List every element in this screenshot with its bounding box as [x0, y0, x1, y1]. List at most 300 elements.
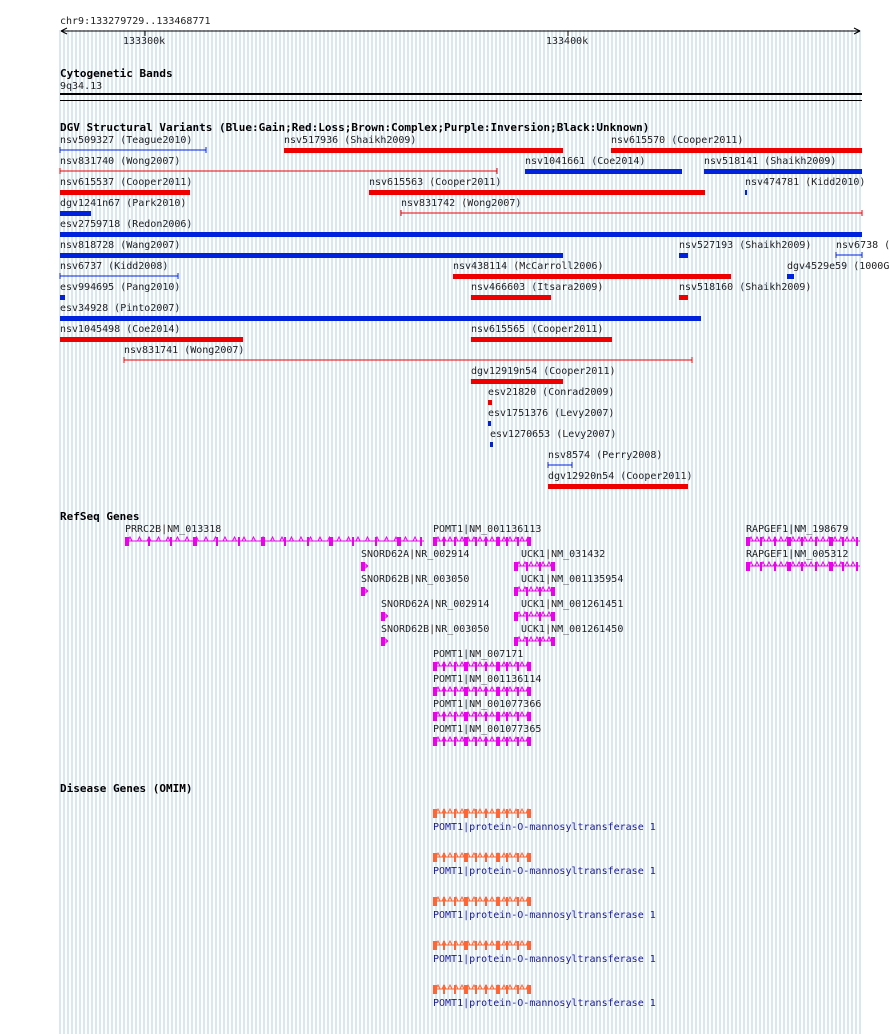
- refseq-gene[interactable]: [433, 674, 541, 696]
- gene-exon: [475, 737, 477, 746]
- dgv-feature-bar[interactable]: [60, 211, 91, 216]
- gene-exon: [551, 587, 555, 596]
- gene-intron-caret: [508, 809, 512, 813]
- dgv-track-title: DGV Structural Variants (Blue:Gain;Red:Loss;Brown:Complex;Purple:Inversion;Black:Unknown): [60, 121, 650, 134]
- gene-exon: [526, 562, 528, 571]
- dgv-feature-label: nsv474781 (Kidd2010): [745, 177, 866, 188]
- gene-exon: [433, 687, 437, 696]
- gene-exon: [801, 537, 803, 546]
- gene-exon: [125, 537, 129, 546]
- gene-exon: [506, 537, 508, 546]
- dgv-feature-label: dgv12919n54 (Cooper2011): [471, 366, 616, 377]
- gene-intron-caret: [508, 853, 512, 857]
- dgv-feature-label: nsv6737 (Kidd2008): [60, 261, 169, 272]
- gene-exon: [815, 537, 817, 546]
- gene-intron-caret: [460, 985, 464, 989]
- gene-exon: [842, 562, 844, 571]
- gene-exon: [464, 853, 468, 862]
- dgv-feature-label: nsv615563 (Cooper2011): [369, 177, 502, 188]
- dgv-feature[interactable]: [525, 156, 682, 174]
- gene-exon: [506, 941, 508, 950]
- gene-exon: [746, 562, 750, 571]
- gene-exon: [496, 985, 500, 994]
- gene-exon: [454, 809, 456, 818]
- gene-exon: [148, 537, 150, 546]
- gene-exon: [216, 537, 218, 546]
- gene-exon: [464, 985, 468, 994]
- gene-exon: [856, 562, 858, 571]
- refseq-gene-label: POMT1|NM_001077365: [433, 724, 542, 735]
- dgv-feature-label: nsv518141 (Shaikh2009): [704, 156, 837, 167]
- gene-exon: [551, 637, 555, 646]
- gene-intron-caret: [460, 662, 464, 666]
- gene-exon: [485, 737, 487, 746]
- gene-exon: [485, 897, 487, 906]
- gene-exon: [454, 897, 456, 906]
- gene-intron-caret: [356, 537, 360, 541]
- dgv-feature-bar[interactable]: [490, 442, 493, 447]
- gene-exon: [443, 853, 445, 862]
- gene-exon: [485, 809, 487, 818]
- gene-exon: [496, 687, 500, 696]
- dgv-feature-bar[interactable]: [704, 169, 862, 174]
- gene-intron-caret: [448, 737, 452, 741]
- gene-exon: [517, 737, 519, 746]
- gene-exon: [464, 897, 468, 906]
- gene-exon: [526, 587, 528, 596]
- refseq-gene-label: SNORD62A|NR_002914: [381, 599, 490, 610]
- gene-exon: [433, 941, 437, 950]
- refseq-gene[interactable]: [514, 624, 623, 646]
- gene-exon: [433, 737, 437, 746]
- gene-exon: [475, 712, 477, 721]
- gene-exon: [433, 662, 437, 671]
- gene-intron-caret: [448, 687, 452, 691]
- gene-exon: [475, 985, 477, 994]
- gene-exon: [517, 853, 519, 862]
- refseq-gene[interactable]: [433, 524, 541, 546]
- gene-exon: [433, 897, 437, 906]
- gene-exon: [329, 537, 333, 546]
- dgv-feature-label: nsv831740 (Wong2007): [60, 156, 181, 167]
- gene-intron-caret: [520, 809, 524, 813]
- gene-exon: [420, 537, 422, 546]
- gene-exon: [526, 637, 528, 646]
- gene-exon: [551, 612, 555, 621]
- dgv-feature-bar[interactable]: [679, 295, 688, 300]
- dgv-feature-bar[interactable]: [745, 190, 747, 195]
- omim-gene-label: POMT1|protein-O-mannosyltransferase 1: [433, 998, 656, 1009]
- gene-exon: [397, 537, 401, 546]
- gene-exon: [485, 687, 487, 696]
- gene-intron-caret: [448, 662, 452, 666]
- cytoband-label: 9q34.13: [60, 81, 103, 92]
- gene-exon: [517, 941, 519, 950]
- dgv-feature-bar[interactable]: [488, 421, 491, 426]
- refseq-gene-label: UCK1|NM_001261450: [521, 624, 624, 635]
- gene-exon: [433, 985, 437, 994]
- dgv-feature[interactable]: [60, 156, 497, 174]
- gene-exon: [539, 562, 541, 571]
- gene-intron-caret: [508, 941, 512, 945]
- dgv-feature-bar[interactable]: [284, 148, 563, 153]
- dgv-feature-label: esv1751376 (Levy2007): [488, 408, 615, 419]
- gene-intron-caret: [520, 897, 524, 901]
- dgv-feature[interactable]: [60, 135, 206, 153]
- gene-exon: [464, 687, 468, 696]
- gene-intron-caret: [448, 537, 452, 541]
- gene-exon: [475, 941, 477, 950]
- gene-exon: [539, 612, 541, 621]
- dgv-feature-label: nsv615537 (Cooper2011): [60, 177, 193, 188]
- gene-exon: [485, 941, 487, 950]
- gene-intron-caret: [520, 662, 524, 666]
- gene-exon: [454, 737, 456, 746]
- cytoband-bar[interactable]: [60, 93, 862, 95]
- dgv-feature-bar[interactable]: [60, 253, 563, 258]
- dgv-feature-label: esv34928 (Pinto2007): [60, 303, 181, 314]
- dgv-feature-label: nsv818728 (Wang2007): [60, 240, 181, 251]
- dgv-feature-label: nsv1045498 (Coe2014): [60, 324, 181, 335]
- omim-track-title: Disease Genes (OMIM): [60, 782, 193, 795]
- dgv-feature-bar[interactable]: [471, 337, 612, 342]
- gene-exon: [829, 562, 833, 571]
- gene-intron-caret: [520, 737, 524, 741]
- refseq-gene[interactable]: [381, 624, 489, 646]
- dgv-feature-bar[interactable]: [611, 148, 862, 153]
- dgv-feature-bar[interactable]: [60, 232, 862, 237]
- gene-exon: [307, 537, 309, 546]
- dgv-feature-bar[interactable]: [679, 253, 688, 258]
- gene-exon: [475, 537, 477, 546]
- gene-exon: [375, 537, 377, 546]
- gene-exon: [170, 537, 172, 546]
- gene-model[interactable]: [381, 637, 388, 646]
- dgv-feature-label: esv21820 (Conrad2009): [488, 387, 615, 398]
- dgv-feature[interactable]: [490, 429, 616, 447]
- refseq-gene-label: UCK1|NM_001135954: [521, 574, 624, 585]
- gene-exon: [506, 712, 508, 721]
- dgv-feature[interactable]: [60, 219, 862, 237]
- gene-intron-caret: [460, 853, 464, 857]
- gene-exon: [443, 985, 445, 994]
- refseq-gene[interactable]: [746, 524, 860, 546]
- gene-exon: [496, 662, 500, 671]
- gene-exon: [443, 687, 445, 696]
- gene-intron-caret: [508, 985, 512, 989]
- refseq-gene-label: POMT1|NM_001136114: [433, 674, 542, 685]
- gene-exon: [517, 809, 519, 818]
- dgv-feature[interactable]: [60, 177, 192, 195]
- gene-exon: [774, 537, 776, 546]
- gene-exon: [193, 537, 197, 546]
- refseq-gene[interactable]: [514, 599, 623, 621]
- gene-exon: [539, 587, 541, 596]
- refseq-gene-label: POMT1|NM_001077366: [433, 699, 542, 710]
- gene-exon: [506, 809, 508, 818]
- gene-exon: [352, 537, 354, 546]
- gene-intron-caret: [460, 941, 464, 945]
- gene-intron-caret: [520, 687, 524, 691]
- gene-exon: [475, 687, 477, 696]
- dgv-feature-label: nsv6738 (: [836, 240, 890, 251]
- gene-exon: [433, 809, 437, 818]
- gene-exon: [815, 562, 817, 571]
- dgv-feature-bar[interactable]: [60, 337, 243, 342]
- gene-intron-caret: [508, 712, 512, 716]
- gene-exon: [238, 537, 240, 546]
- gene-exon: [454, 712, 456, 721]
- gene-exon: [454, 537, 456, 546]
- dgv-feature-label: dgv1241n67 (Park2010): [60, 198, 187, 209]
- dgv-feature[interactable]: [471, 324, 612, 342]
- refseq-gene[interactable]: [514, 574, 623, 596]
- refseq-gene[interactable]: [361, 574, 469, 596]
- gene-exon: [284, 537, 286, 546]
- gene-exon: [506, 897, 508, 906]
- dgv-feature[interactable]: [453, 261, 731, 279]
- cytoband-bar-outline: [60, 100, 862, 101]
- gene-intron-caret: [460, 809, 464, 813]
- dgv-feature[interactable]: [471, 366, 616, 384]
- dgv-feature-bar[interactable]: [488, 400, 492, 405]
- gene-intron-caret: [448, 712, 452, 716]
- dgv-feature-label: nsv8574 (Perry2008): [548, 450, 663, 461]
- gene-intron-caret: [508, 537, 512, 541]
- gene-model[interactable]: [746, 537, 860, 546]
- gene-exon: [496, 737, 500, 746]
- gene-model[interactable]: [361, 587, 368, 596]
- gene-exon: [517, 985, 519, 994]
- dgv-feature-bar[interactable]: [548, 484, 688, 489]
- omim-track: [60, 782, 656, 1009]
- gene-intron-caret: [204, 537, 208, 541]
- dgv-feature[interactable]: [836, 240, 890, 258]
- dgv-feature-label: dgv4529e59 (1000G: [787, 261, 890, 272]
- gene-exon: [496, 712, 500, 721]
- gene-intron-caret: [460, 687, 464, 691]
- gene-exon: [517, 712, 519, 721]
- gene-exon: [496, 941, 500, 950]
- gene-exon: [842, 537, 844, 546]
- dgv-feature-label: nsv466603 (Itsara2009): [471, 282, 604, 293]
- dgv-feature[interactable]: [704, 156, 862, 174]
- gene-intron-caret: [508, 897, 512, 901]
- dgv-feature[interactable]: [60, 198, 186, 216]
- dgv-feature[interactable]: [548, 450, 662, 468]
- dgv-feature-label: nsv509327 (Teague2010): [60, 135, 193, 146]
- dgv-feature-bar[interactable]: [453, 274, 731, 279]
- omim-gene-label: POMT1|protein-O-mannosyltransferase 1: [433, 910, 656, 921]
- gene-intron-caret: [508, 662, 512, 666]
- dgv-feature-bar[interactable]: [369, 190, 705, 195]
- refseq-gene[interactable]: [746, 549, 860, 571]
- gene-exon: [464, 662, 468, 671]
- gene-exon: [485, 712, 487, 721]
- gene-intron-caret: [508, 737, 512, 741]
- gene-exon: [464, 712, 468, 721]
- gene-exon: [475, 897, 477, 906]
- gene-exon: [443, 737, 445, 746]
- gene-exon: [454, 662, 456, 671]
- gene-exon: [433, 712, 437, 721]
- dgv-feature[interactable]: [488, 408, 614, 426]
- gene-exon: [746, 537, 750, 546]
- gene-exon: [774, 562, 776, 571]
- dgv-feature[interactable]: [548, 471, 693, 489]
- dgv-feature-label: nsv527193 (Shaikh2009): [679, 240, 812, 251]
- gene-exon: [551, 562, 555, 571]
- dgv-feature-label: nsv615570 (Cooper2011): [611, 135, 744, 146]
- dgv-feature[interactable]: [369, 177, 705, 195]
- gene-exon: [506, 853, 508, 862]
- gene-exon: [506, 687, 508, 696]
- dgv-feature-bar[interactable]: [471, 379, 563, 384]
- gene-model[interactable]: [381, 612, 388, 621]
- gene-exon: [517, 687, 519, 696]
- dgv-feature-label: esv994695 (Pang2010): [60, 282, 181, 293]
- omim-gene-label: POMT1|protein-O-mannosyltransferase 1: [433, 822, 656, 833]
- gene-intron-caret: [520, 853, 524, 857]
- gene-exon: [496, 809, 500, 818]
- dgv-feature-bar[interactable]: [787, 274, 794, 279]
- dgv-feature-bar[interactable]: [60, 316, 701, 321]
- location-label: chr9:133279729..133468771: [60, 16, 211, 27]
- gene-exon: [443, 809, 445, 818]
- dgv-feature-label: nsv438114 (McCarroll2006): [453, 261, 604, 272]
- dgv-feature-label: nsv831741 (Wong2007): [124, 345, 245, 356]
- gene-exon: [475, 662, 477, 671]
- dgv-feature-label: nsv518160 (Shaikh2009): [679, 282, 812, 293]
- gene-exon: [517, 537, 519, 546]
- dgv-feature[interactable]: [60, 261, 178, 279]
- refseq-gene[interactable]: [381, 599, 489, 621]
- gene-intron-caret: [508, 687, 512, 691]
- gene-exon: [485, 662, 487, 671]
- gene-exon: [829, 537, 833, 546]
- dgv-feature-bar[interactable]: [60, 295, 65, 300]
- gene-exon: [475, 853, 477, 862]
- refseq-track-title: RefSeq Genes: [60, 510, 140, 523]
- gene-exon: [454, 985, 456, 994]
- gene-exon: [539, 637, 541, 646]
- gene-exon: [443, 712, 445, 721]
- refseq-gene-label: PRRC2B|NM_013318: [125, 524, 222, 535]
- gene-intron-caret: [520, 537, 524, 541]
- gene-exon: [506, 737, 508, 746]
- gene-exon: [496, 897, 500, 906]
- refseq-gene-label: UCK1|NM_001261451: [521, 599, 624, 610]
- gene-intron-caret: [520, 712, 524, 716]
- refseq-gene[interactable]: [125, 524, 424, 546]
- refseq-gene-label: POMT1|NM_007171: [433, 649, 524, 660]
- gene-exon: [464, 809, 468, 818]
- gene-exon: [517, 662, 519, 671]
- refseq-gene-label: SNORD62B|NR_003050: [361, 574, 470, 585]
- gene-exon: [856, 537, 858, 546]
- ruler-tick-label: 133400k: [546, 36, 589, 47]
- gene-exon: [760, 562, 762, 571]
- omim-gene-label: POMT1|protein-O-mannosyltransferase 1: [433, 866, 656, 877]
- gene-exon: [464, 737, 468, 746]
- dgv-feature-label: nsv615565 (Cooper2011): [471, 324, 604, 335]
- gene-exon: [801, 562, 803, 571]
- cytoband-track-title: Cytogenetic Bands: [60, 67, 173, 80]
- gene-exon: [443, 897, 445, 906]
- gene-exon: [485, 537, 487, 546]
- gene-exon: [496, 853, 500, 862]
- refseq-gene-label: POMT1|NM_001136113: [433, 524, 542, 535]
- gene-exon: [454, 687, 456, 696]
- gene-model[interactable]: [125, 537, 424, 546]
- gene-exon: [485, 985, 487, 994]
- refseq-gene[interactable]: [361, 549, 469, 571]
- dgv-feature-label: dgv12920n54 (Cooper2011): [548, 471, 693, 482]
- gene-exon: [475, 809, 477, 818]
- gene-intron-caret: [448, 897, 452, 901]
- gene-intron-caret: [520, 941, 524, 945]
- gene-exon: [496, 537, 500, 546]
- ruler-tick-label: 133300k: [123, 36, 166, 47]
- gene-intron-caret: [460, 897, 464, 901]
- gene-intron-caret: [448, 809, 452, 813]
- dgv-feature-label: esv2759718 (Redon2006): [60, 219, 193, 230]
- dgv-feature[interactable]: [745, 177, 865, 195]
- dgv-feature-bar[interactable]: [471, 295, 551, 300]
- dgv-feature[interactable]: [488, 387, 614, 405]
- omim-gene-label: POMT1|protein-O-mannosyltransferase 1: [433, 954, 656, 965]
- gene-exon: [261, 537, 265, 546]
- gene-exon: [485, 853, 487, 862]
- refseq-gene-label: RAPGEF1|NM_005312: [746, 549, 849, 560]
- refseq-gene[interactable]: [433, 699, 541, 721]
- dgv-feature-label: nsv517936 (Shaikh2009): [284, 135, 417, 146]
- gene-exon: [506, 985, 508, 994]
- gene-exon: [443, 941, 445, 950]
- gene-model[interactable]: [361, 562, 368, 571]
- refseq-gene-label: RAPGEF1|NM_198679: [746, 524, 849, 535]
- gene-exon: [787, 562, 791, 571]
- gene-intron-caret: [448, 853, 452, 857]
- gene-exon: [526, 612, 528, 621]
- gene-intron-caret: [280, 537, 284, 541]
- gene-exon: [433, 537, 437, 546]
- gene-exon: [760, 537, 762, 546]
- dgv-feature-bar[interactable]: [525, 169, 682, 174]
- gene-exon: [433, 853, 437, 862]
- gene-exon: [506, 662, 508, 671]
- gene-exon: [464, 537, 468, 546]
- gene-intron-caret: [448, 985, 452, 989]
- gene-intron-caret: [460, 537, 464, 541]
- gene-exon: [517, 897, 519, 906]
- dgv-feature-label: esv1270653 (Levy2007): [490, 429, 617, 440]
- gene-exon: [787, 537, 791, 546]
- refseq-gene[interactable]: [433, 724, 541, 746]
- gene-exon: [443, 537, 445, 546]
- gene-intron-caret: [520, 985, 524, 989]
- dgv-feature[interactable]: [787, 261, 889, 279]
- gene-exon: [454, 853, 456, 862]
- gene-exon: [464, 941, 468, 950]
- dgv-feature-bar[interactable]: [60, 190, 190, 195]
- gene-model[interactable]: [746, 562, 860, 571]
- gene-exon: [454, 941, 456, 950]
- refseq-gene-label: SNORD62A|NR_002914: [361, 549, 470, 560]
- refseq-gene-label: UCK1|NM_031432: [521, 549, 606, 560]
- gene-intron-caret: [448, 941, 452, 945]
- dgv-feature-label: nsv1041661 (Coe2014): [525, 156, 646, 167]
